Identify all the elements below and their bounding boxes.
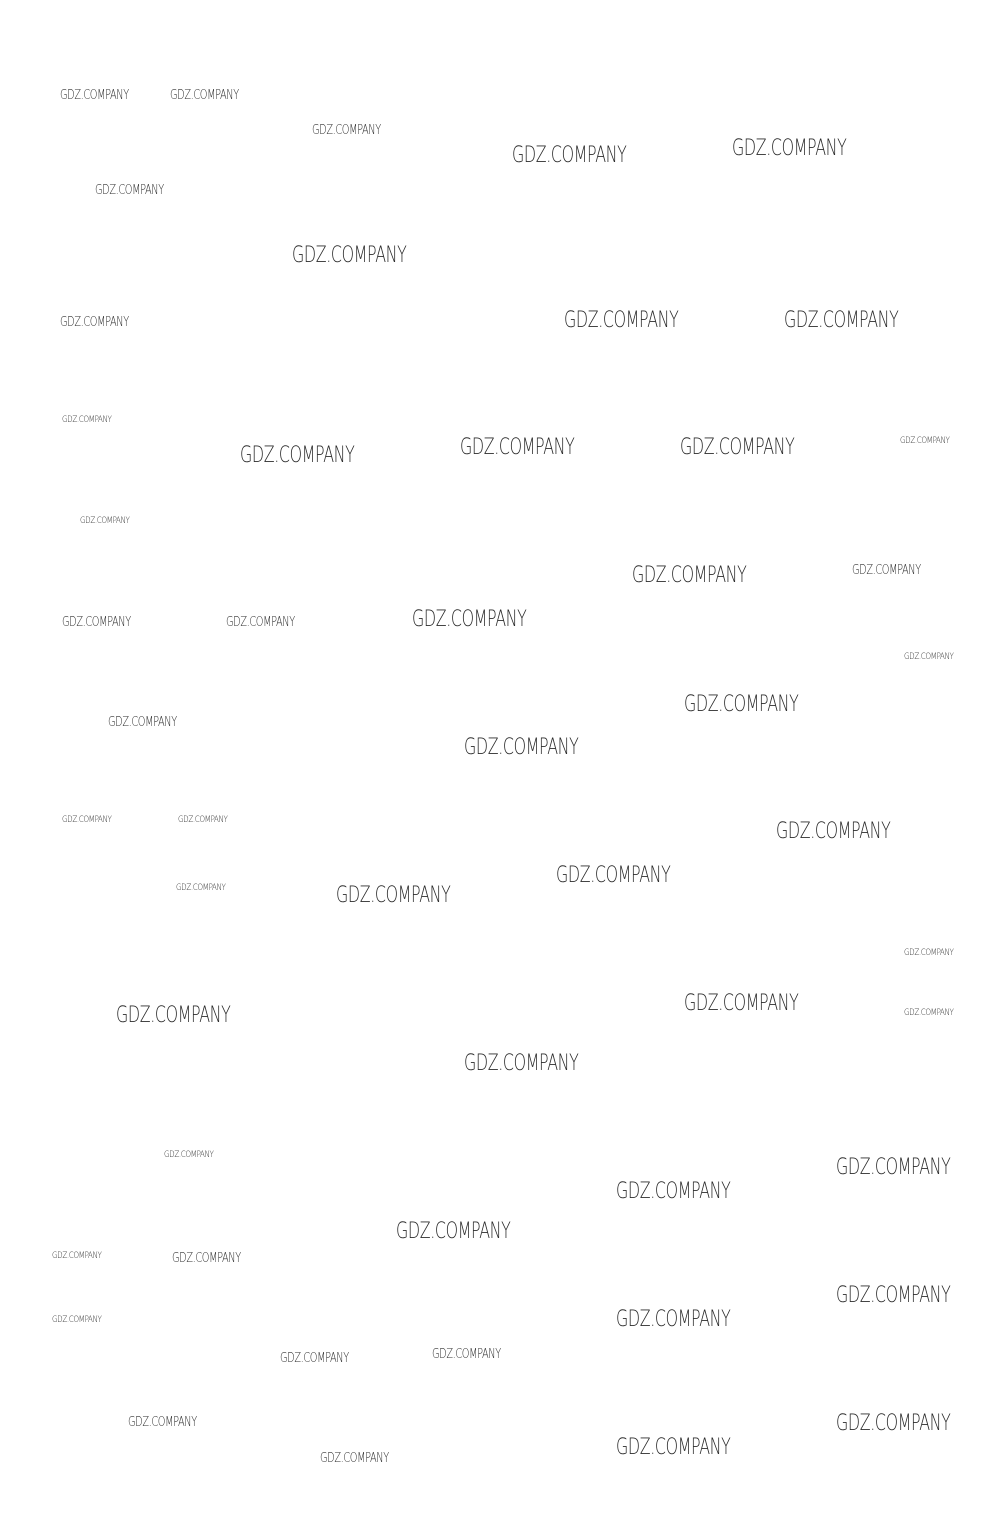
- watermark-stamp: GDZ.COMPANY: [336, 883, 451, 908]
- watermark-stamp: GDZ.COMPANY: [412, 607, 527, 632]
- watermark-stamp: GDZ.COMPANY: [170, 88, 239, 103]
- watermark-stamp: GDZ.COMPANY: [176, 883, 226, 893]
- watermark-stamp: GDZ.COMPANY: [164, 1150, 214, 1160]
- watermark-stamp: GDZ.COMPANY: [62, 415, 112, 425]
- watermark-stamp: GDZ.COMPANY: [460, 435, 575, 460]
- watermark-stamp: GDZ.COMPANY: [108, 715, 177, 730]
- watermark-stamp: GDZ.COMPANY: [320, 1451, 389, 1466]
- watermark-stamp: GDZ.COMPANY: [226, 615, 295, 630]
- watermark-stamp: GDZ.COMPANY: [904, 1008, 954, 1018]
- watermark-stamp: GDZ.COMPANY: [95, 183, 164, 198]
- watermark-stamp: GDZ.COMPANY: [616, 1179, 731, 1204]
- watermark-stamp: GDZ.COMPANY: [178, 815, 228, 825]
- watermark-stamp: GDZ.COMPANY: [732, 136, 847, 161]
- watermark-stamp: GDZ.COMPANY: [836, 1155, 951, 1180]
- watermark-stamp: GDZ.COMPANY: [632, 563, 747, 588]
- watermark-stamp: GDZ.COMPANY: [616, 1435, 731, 1460]
- watermark-stamp: GDZ.COMPANY: [784, 308, 899, 333]
- watermark-stamp: GDZ.COMPANY: [556, 863, 671, 888]
- watermark-stamp: GDZ.COMPANY: [432, 1347, 501, 1362]
- watermark-stamp: GDZ.COMPANY: [52, 1251, 102, 1261]
- watermark-stamp: GDZ.COMPANY: [512, 143, 627, 168]
- watermark-stamp: GDZ.COMPANY: [116, 1003, 231, 1028]
- watermark-stamp: GDZ.COMPANY: [80, 516, 130, 526]
- watermark-stamp: GDZ.COMPANY: [904, 948, 954, 958]
- watermark-stamp: GDZ.COMPANY: [52, 1315, 102, 1325]
- watermark-stamp: GDZ.COMPANY: [172, 1251, 241, 1266]
- watermark-stamp: GDZ.COMPANY: [60, 315, 129, 330]
- watermark-stamp: GDZ.COMPANY: [128, 1415, 197, 1430]
- watermark-stamp: GDZ.COMPANY: [280, 1351, 349, 1366]
- watermark-stamp: GDZ.COMPANY: [904, 652, 954, 662]
- watermark-stamp: GDZ.COMPANY: [396, 1219, 511, 1244]
- watermark-stamp: GDZ.COMPANY: [564, 308, 679, 333]
- watermark-stamp: GDZ.COMPANY: [852, 563, 921, 578]
- watermark-stamp: GDZ.COMPANY: [62, 815, 112, 825]
- watermark-stamp: GDZ.COMPANY: [680, 435, 795, 460]
- watermark-stamp: GDZ.COMPANY: [464, 1051, 579, 1076]
- watermark-stamp: GDZ.COMPANY: [900, 436, 950, 446]
- watermark-stamp: GDZ.COMPANY: [616, 1307, 731, 1332]
- watermark-stamp: GDZ.COMPANY: [776, 819, 891, 844]
- watermark-stamp: GDZ.COMPANY: [684, 991, 799, 1016]
- watermark-stamp: GDZ.COMPANY: [240, 443, 355, 468]
- watermark-stamp: GDZ.COMPANY: [836, 1411, 951, 1436]
- watermark-stamp: GDZ.COMPANY: [836, 1283, 951, 1308]
- watermark-stamp: GDZ.COMPANY: [464, 735, 579, 760]
- watermark-stamp: GDZ.COMPANY: [312, 123, 381, 138]
- watermark-stamp: GDZ.COMPANY: [684, 692, 799, 717]
- watermark-stamp: GDZ.COMPANY: [62, 615, 131, 630]
- watermark-stamp: GDZ.COMPANY: [60, 88, 129, 103]
- watermark-stamp: GDZ.COMPANY: [292, 243, 407, 268]
